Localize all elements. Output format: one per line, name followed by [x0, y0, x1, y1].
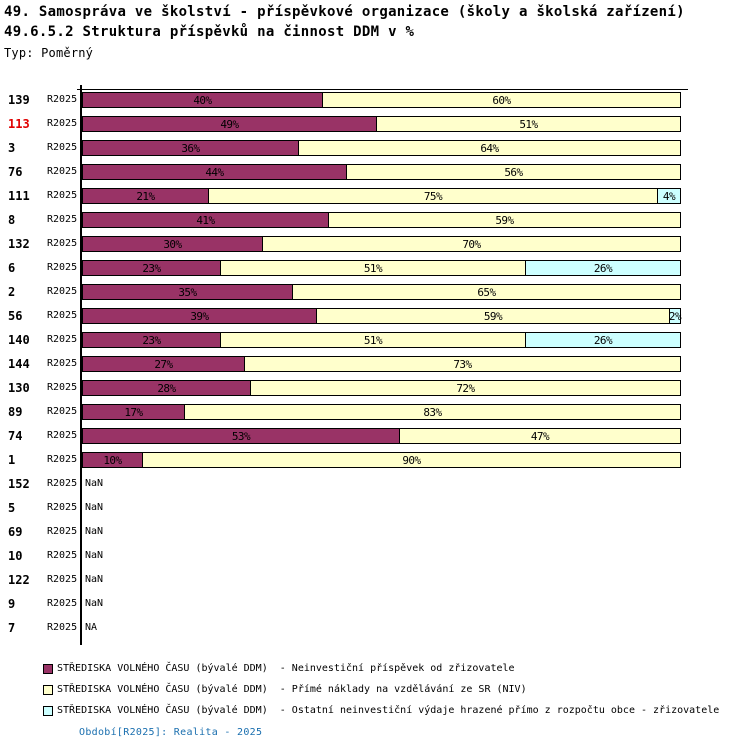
row-period-label: R2025: [47, 190, 78, 201]
row-period-label: R2025: [47, 406, 78, 417]
bar-segment: 41%: [82, 212, 329, 228]
row-period-label: R2025: [47, 286, 78, 297]
legend-swatch-icon: [43, 685, 53, 695]
row-period-label: R2025: [47, 262, 78, 273]
bar-segment: 72%: [250, 380, 681, 396]
bar-segment: 2%: [668, 309, 682, 323]
row-period-label: R2025: [47, 574, 78, 585]
row-id-label: 74: [8, 429, 23, 443]
row-id-label: 130: [8, 381, 30, 395]
row-id-label: 10: [8, 549, 23, 563]
bar-segment: 27%: [82, 356, 245, 372]
bar-segment: 56%: [346, 164, 681, 180]
bar-segment: 26%: [525, 332, 681, 348]
row-period-label: R2025: [47, 478, 78, 489]
row-id-label: 89: [8, 405, 23, 419]
row-na-value: NaN: [85, 574, 104, 585]
bar-segment: 36%: [82, 140, 299, 156]
row-period-label: R2025: [47, 166, 78, 177]
row-id-label: 132: [8, 237, 30, 251]
row-id-label: 113: [8, 117, 30, 131]
legend-item-label: STŘEDISKA VOLNÉHO ČASU (bývalé DDM) - Neinvestiční příspěvek od zřizovatele: [57, 663, 515, 674]
row-id-label: 111: [8, 189, 30, 203]
bar-segment: 23%: [82, 260, 221, 276]
row-id-label: 3: [8, 141, 16, 155]
row-id-label: 140: [8, 333, 30, 347]
row-id-label: 139: [8, 93, 30, 107]
row-id-label: 9: [8, 597, 16, 611]
row-id-label: 76: [8, 165, 23, 179]
row-id-label: 8: [8, 213, 16, 227]
legend-swatch-icon: [43, 664, 53, 674]
row-period-label: R2025: [47, 142, 78, 153]
bar-segment: 90%: [142, 452, 681, 468]
row-period-label: R2025: [47, 382, 78, 393]
footer-period: Období[R2025]: Realita - 2025: [79, 727, 263, 738]
row-id-label: 144: [8, 357, 30, 371]
row-na-value: NaN: [85, 502, 104, 513]
bar-segment: 73%: [244, 356, 681, 372]
row-id-label: 69: [8, 525, 23, 539]
row-na-value: NaN: [85, 598, 104, 609]
row-na-value: NaN: [85, 478, 104, 489]
row-id-label: 6: [8, 261, 16, 275]
bar-segment: 10%: [82, 452, 143, 468]
row-na-value: NA: [85, 622, 98, 633]
row-period-label: R2025: [47, 358, 78, 369]
chart-type-label: Typ: Poměrný: [4, 46, 94, 60]
bar-segment: 26%: [525, 260, 681, 276]
legend-item-label: STŘEDISKA VOLNÉHO ČASU (bývalé DDM) - Přímé náklady na vzdělávání ze SR (NIV): [57, 684, 527, 695]
row-id-label: 152: [8, 477, 30, 491]
bar-segment: 4%: [657, 188, 681, 204]
legend-swatch-icon: [43, 706, 53, 716]
row-id-label: 2: [8, 285, 16, 299]
bar-segment: 51%: [376, 116, 681, 132]
row-id-label: 122: [8, 573, 30, 587]
bar-segment: 70%: [262, 236, 681, 252]
row-period-label: R2025: [47, 94, 78, 105]
bar-segment: 30%: [82, 236, 263, 252]
bar-segment: 49%: [82, 116, 377, 132]
row-period-label: R2025: [47, 310, 78, 321]
row-period-label: R2025: [47, 214, 78, 225]
legend-item-label: STŘEDISKA VOLNÉHO ČASU (bývalé DDM) - Ostatní neinvestiční výdaje hrazené přímo z rozpočtu obce - zřizovatele: [57, 705, 720, 716]
bar-segment: 60%: [322, 92, 681, 108]
row-id-label: 56: [8, 309, 23, 323]
bar-segment: 35%: [82, 284, 293, 300]
row-period-label: R2025: [47, 118, 78, 129]
row-period-label: R2025: [47, 622, 78, 633]
bar-segment: 44%: [82, 164, 347, 180]
row-period-label: R2025: [47, 550, 78, 561]
bar-segment: 51%: [220, 260, 526, 276]
chart-title-line1: 49. Samospráva ve školství - příspěvkové organizace (školy a školská zařízení): [4, 4, 685, 20]
bar-segment: 47%: [399, 428, 681, 444]
row-id-label: 5: [8, 501, 16, 515]
row-period-label: R2025: [47, 526, 78, 537]
bar-segment: 59%: [328, 212, 681, 228]
bar-segment: 83%: [184, 404, 681, 420]
bar-segment: 51%: [220, 332, 526, 348]
row-na-value: NaN: [85, 550, 104, 561]
bar-segment: 40%: [82, 92, 323, 108]
bar-segment: 75%: [208, 188, 658, 204]
chart-title-line2: 49.6.5.2 Struktura příspěvků na činnost DDM v %: [4, 24, 415, 40]
row-period-label: R2025: [47, 454, 78, 465]
bar-segment: 64%: [298, 140, 681, 156]
row-na-value: NaN: [85, 526, 104, 537]
row-id-label: 7: [8, 621, 16, 635]
row-period-label: R2025: [47, 430, 78, 441]
bar-segment: 65%: [292, 284, 681, 300]
bar-segment: 23%: [82, 332, 221, 348]
row-period-label: R2025: [47, 598, 78, 609]
bar-segment: 39%: [82, 308, 317, 324]
row-id-label: 1: [8, 453, 16, 467]
bar-segment: 59%: [316, 308, 670, 324]
bar-segment: 53%: [82, 428, 400, 444]
bar-segment: 17%: [82, 404, 185, 420]
bar-segment: 21%: [82, 188, 209, 204]
row-period-label: R2025: [47, 334, 78, 345]
row-period-label: R2025: [47, 502, 78, 513]
row-period-label: R2025: [47, 238, 78, 249]
bar-segment: 28%: [82, 380, 251, 396]
